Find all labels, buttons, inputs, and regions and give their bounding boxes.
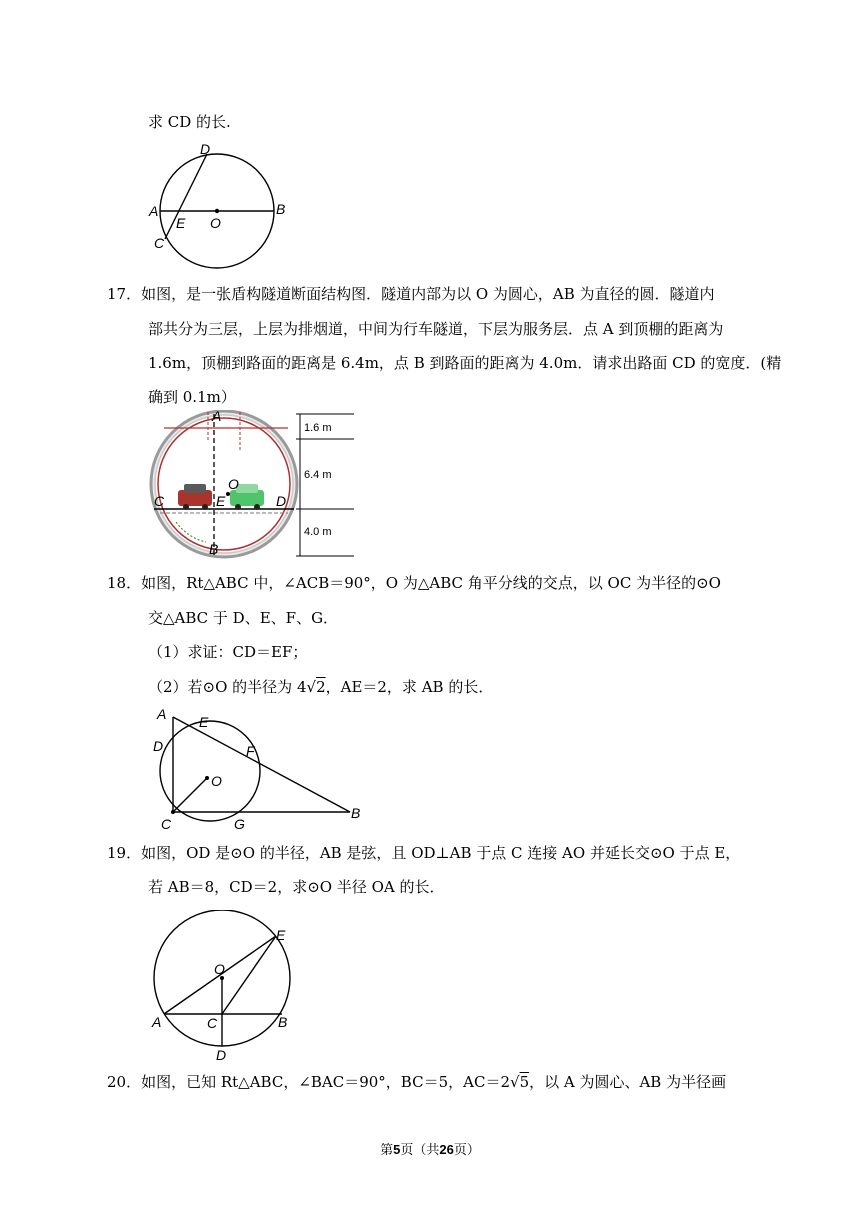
q16-tail: 求 CD 的长. bbox=[148, 113, 231, 131]
fig17-label-b: B bbox=[209, 541, 219, 557]
fig18-label-e: E bbox=[199, 714, 209, 730]
footer-page-number: 5 bbox=[393, 1142, 401, 1157]
fig16-label-d: D bbox=[200, 141, 211, 157]
footer-total-pages: 26 bbox=[439, 1142, 454, 1157]
q20-line-1-pre: 20．如图，已知 Rt△ABC，∠BAC＝90°，BC＝5，AC＝2 bbox=[107, 1073, 510, 1091]
fig17-label-o: O bbox=[228, 476, 239, 492]
fig16-label-o: O bbox=[210, 215, 221, 231]
fig18-label-c: C bbox=[161, 816, 172, 832]
q19-line-2: 若 AB＝8，CD＝2，求⊙O 半径 OA 的长． bbox=[148, 878, 445, 896]
fig17-dim-3: 4.0 m bbox=[304, 526, 332, 538]
fig18-label-b: B bbox=[351, 805, 361, 821]
fig18-label-d: D bbox=[153, 738, 164, 754]
figure-16 bbox=[140, 138, 300, 278]
fig18-label-f: F bbox=[246, 743, 255, 759]
fig17-label-c: C bbox=[154, 493, 165, 509]
footer-pre: 第 bbox=[380, 1142, 394, 1157]
footer-mid: 页（共 bbox=[400, 1142, 440, 1157]
q17-line-4: 确到 0.1m） bbox=[148, 388, 236, 406]
fig19-label-b: B bbox=[278, 1014, 288, 1030]
fig16-label-e: E bbox=[176, 215, 186, 231]
sqrt-symbol: √ bbox=[306, 678, 317, 696]
q20-radicand: 5 bbox=[519, 1073, 530, 1091]
sqrt-symbol: √ bbox=[510, 1073, 520, 1091]
page-footer bbox=[0, 1139, 860, 1158]
figure-19 bbox=[140, 910, 310, 1065]
footer-post: 页） bbox=[453, 1142, 480, 1157]
fig19-label-d: D bbox=[216, 1047, 227, 1063]
q18-line-1: 18．如图，Rt△ABC 中，∠ACB＝90°，O 为△ABC 角平分线的交点，以 OC 为半径的⊙O bbox=[107, 574, 721, 592]
fig16-label-c: C bbox=[154, 235, 165, 251]
fig17-dim-1: 1.6 m bbox=[304, 422, 332, 434]
q17-line-1: 17．如图，是一张盾构隧道断面结构图．隧道内部为以 O 为圆心，AB 为直径的圆．隧道内 bbox=[107, 285, 715, 303]
q17-line-3: 1.6m，顶棚到路面的距离是 6.4m，点 B 到路面的距离为 4.0m．请求出路面 CD 的宽度．(精 bbox=[148, 354, 782, 372]
fig19-label-c: C bbox=[207, 1015, 218, 1031]
q18-radicand: 2 bbox=[316, 678, 326, 696]
q18-line-4-pre: （2）若⊙O 的半径为 4 bbox=[148, 678, 307, 696]
fig19-label-a: A bbox=[152, 1014, 162, 1030]
fig18-label-a: A bbox=[157, 706, 167, 722]
fig17-label-e: E bbox=[216, 493, 226, 509]
figure-18 bbox=[145, 705, 375, 833]
fig16-label-b: B bbox=[276, 201, 286, 217]
q18-line-3: （1）求证：CD＝EF； bbox=[148, 643, 308, 661]
fig19-label-e: E bbox=[276, 927, 286, 943]
fig18-label-g: G bbox=[234, 816, 245, 832]
fig19-label-o: O bbox=[214, 961, 225, 977]
q17-line-2: 部共分为三层，上层为排烟道，中间为行车隧道，下层为服务层．点 A 到顶棚的距离为 bbox=[148, 320, 724, 338]
q20-line-1-post: ，以 A 为圆心、AB 为半径画 bbox=[529, 1073, 727, 1091]
q18-line-2: 交△ABC 于 D、E、F、G． bbox=[148, 609, 339, 627]
q20-line-1 bbox=[107, 1071, 726, 1093]
figure-17-tunnel bbox=[148, 410, 358, 560]
fig17-label-a: A bbox=[212, 410, 222, 424]
fig17-dim-2: 6.4 m bbox=[304, 469, 332, 481]
q18-line-4-post: ，AE＝2，求 AB 的长． bbox=[325, 678, 494, 696]
fig16-label-a: A bbox=[149, 203, 159, 219]
fig18-label-o: O bbox=[211, 773, 222, 789]
q18-line-4 bbox=[148, 676, 493, 698]
fig17-label-d: D bbox=[276, 493, 287, 509]
q19-line-1: 19．如图，OD 是⊙O 的半径，AB 是弦，且 OD⊥AB 于点 C 连接 AO 并延长交⊙O 于点 E， bbox=[107, 844, 741, 862]
